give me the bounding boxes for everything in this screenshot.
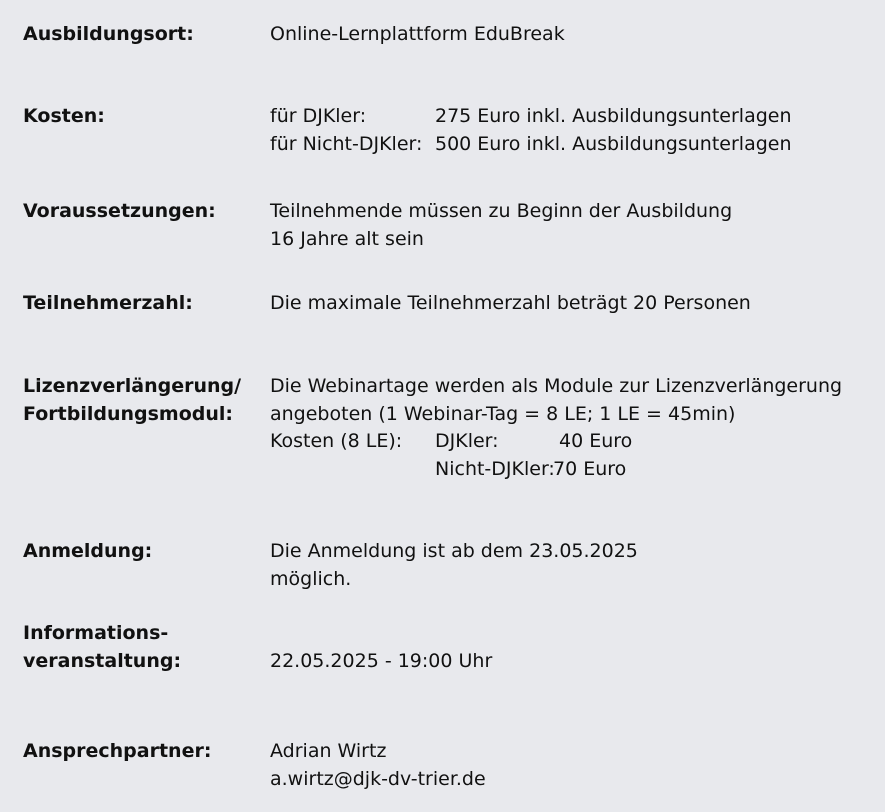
label-anmeldung: Anmeldung: [23,540,153,562]
lizenz-fee-price: 40 Euro [559,430,633,452]
lizenz-cost-label: Kosten (8 LE): [270,430,403,452]
label-info-line2: veranstaltung: [23,649,182,672]
contact-name: Adrian Wirtz [270,740,387,762]
label-ansprechpartner: Ansprechpartner: [23,740,212,762]
contact-email[interactable]: a.wirtz@djk-dv-trier.de [270,767,486,790]
lizenz-fee-group: DJKler: [435,430,499,452]
lizenz-fee-group: Nicht-DJKler: [435,457,555,480]
label-teilnehmerzahl: Teilnehmerzahl: [23,292,193,314]
kosten-group: für DJKler: [270,105,367,127]
lizenz-fee-row-nicht-djkler [270,456,842,484]
value-ansprechpartner [270,738,486,793]
label-lizenz [23,373,241,428]
kosten-price: 275 Euro inkl. Ausbildungsunterlagen [435,105,792,127]
label-info [23,620,181,675]
kosten-price: 500 Euro inkl. Ausbildungsunterlagen [435,132,792,155]
kosten-group: für Nicht-DJKler: [270,132,423,155]
value-teilnehmerzahl: Die maximale Teilnehmerzahl beträgt 20 Personen [270,292,751,314]
label-ausbildungsort: Ausbildungsort: [23,23,194,45]
value-anmeldung [270,538,638,593]
anmeldung-line: Die Anmeldung ist ab dem 23.05.2025 [270,540,638,562]
lizenz-fee-row-djkler [270,428,842,456]
value-info: 22.05.2025 - 19:00 Uhr [270,649,493,672]
anmeldung-line: möglich. [270,567,352,590]
voraussetzungen-line: Teilnehmende müssen zu Beginn der Ausbildung [270,200,733,222]
voraussetzungen-line: 16 Jahre alt sein [270,227,424,250]
lizenz-line: angeboten (1 Webinar-Tag = 8 LE; 1 LE = 45min) [270,402,736,425]
label-lizenz-line2: Fortbildungsmodul: [23,402,233,425]
label-kosten: Kosten: [23,105,105,127]
lizenz-line: Die Webinartage werden als Module zur Lizenzverlängerung [270,375,843,397]
label-voraussetzungen: Voraussetzungen: [23,200,216,222]
value-ausbildungsort: Online-Lernplattform EduBreak [270,23,565,45]
lizenz-fee-price: 70 Euro [553,457,627,480]
label-info-line1: Informations- [23,622,169,644]
value-voraussetzungen [270,198,732,253]
label-lizenz-line1: Lizenzverlängerung/ [23,375,242,397]
value-lizenz [270,373,842,483]
